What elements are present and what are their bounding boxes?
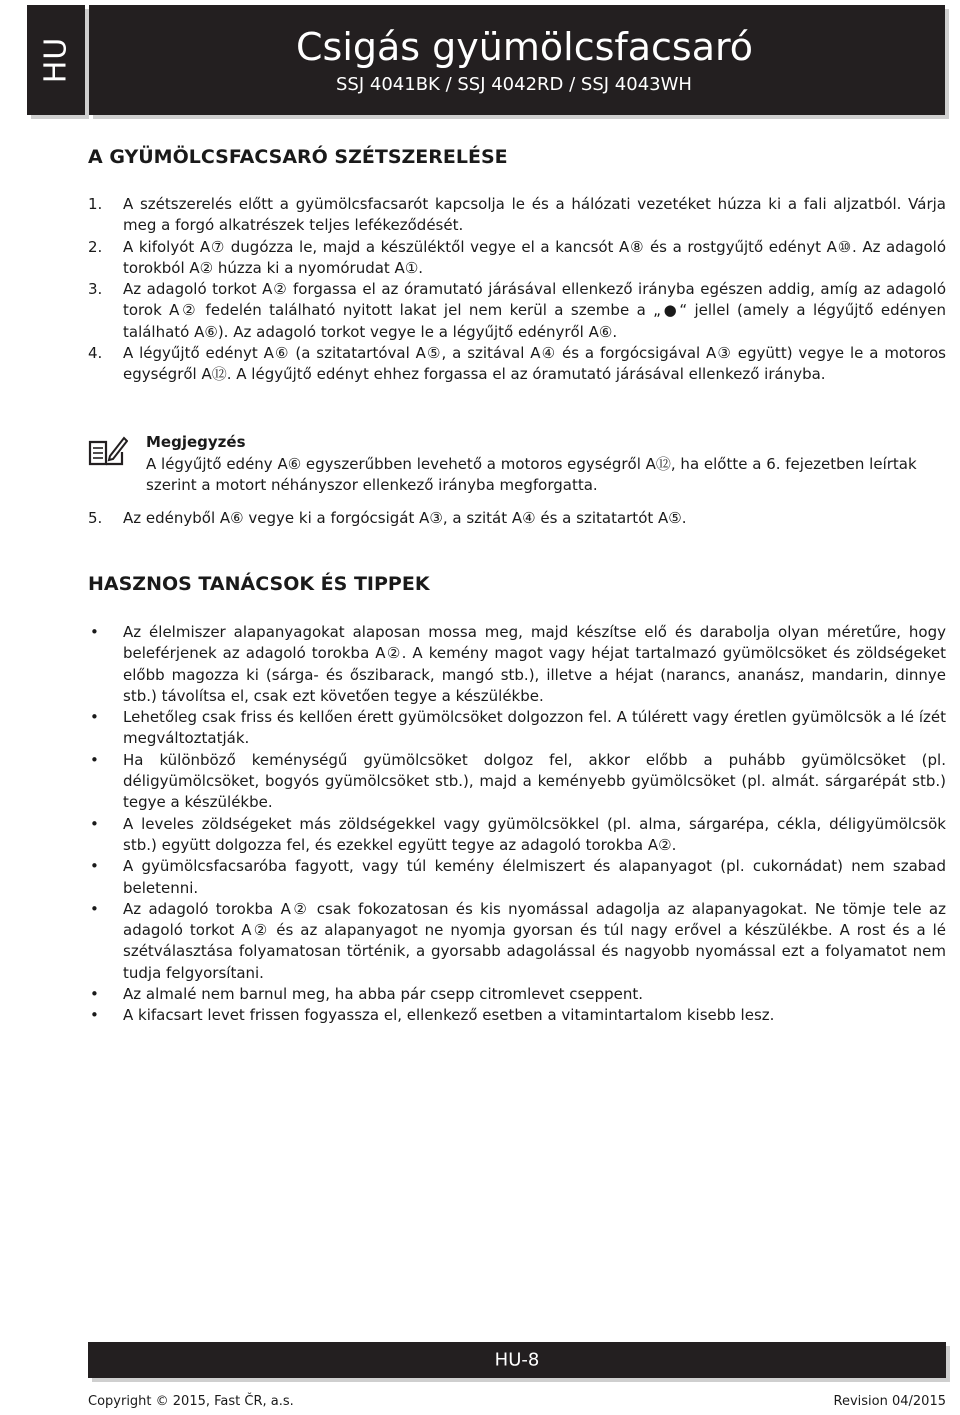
tip-text: Az adagoló torokba A② csak fokozatosan és kis nyomással adagolja az alapanyagokat. Ne tömje tele az adagoló torkot A② és az alapanyagot ne nyomja gyorsan és túl nagy erővel a készülékbe. A rost és a lé szétválasztása folyamatosan történik, a gyorsabb adagolással és nagyobb nyomással ezt a folyamatot nem tudja felgyorsítani. xyxy=(123,899,946,982)
step-text: A kifolyót A⑦ dugózza le, majd a készüléktől vegye el a kancsót A⑧ és a rostgyűjtő edényt A⑩. Az adagoló torokból A② húzza ki a nyomórudat A①. xyxy=(123,237,946,277)
list-item xyxy=(88,899,946,984)
book-pencil-icon xyxy=(88,434,128,468)
document-title: Csigás gyümölcsfacsaró xyxy=(296,25,754,69)
step-item xyxy=(88,279,946,343)
tip-text: A leveles zöldségeket más zöldségekkel vagy gyümölcsökkel (pl. alma, sárgarépa, cékla, déligyümölcsök stb.) együtt dolgozza fel, és ezekkel együtt tegye az adagoló torokba A②. xyxy=(123,814,946,854)
page-number: HU-8 xyxy=(494,1349,540,1371)
list-item xyxy=(88,984,946,1005)
step-item xyxy=(88,237,946,280)
bullet: • xyxy=(90,750,99,769)
title-bar xyxy=(89,5,945,115)
step-item xyxy=(88,194,946,237)
step-text: Az edényből A⑥ vegye ki a forgócsigát A③, a szitát A④ és a szitatartót A⑤. xyxy=(123,509,687,527)
copyright-text: Copyright © 2015, Fast ČR, a.s. xyxy=(88,1394,294,1409)
model-numbers: SSJ 4041BK / SSJ 4042RD / SSJ 4043WH xyxy=(336,74,692,95)
step-item xyxy=(88,343,946,386)
step-text: Az adagoló torkot A② forgassa el az óramutató járásával ellenkező irányba egészen addig, amíg az adagoló torok A② fedelén található nyitott lakat jel nem kerül a szembe a „●“ jellel (amely a légyűjtő edényen található A⑥). Az adagoló torkot vegye le a légyűjtő edényről A⑥. xyxy=(123,280,946,341)
note-box xyxy=(88,432,946,500)
tips-list xyxy=(88,622,946,1027)
step-number: 4. xyxy=(88,344,103,363)
list-item xyxy=(88,814,946,857)
bullet: • xyxy=(90,1006,99,1025)
tip-text: Ha különböző keménységű gyümölcsöket dolgoz fel, akkor előbb a puhább gyümölcsöket (pl. déligyümölcsöket, bogyós gyümölcsöket stb.), majd a keményebb gyümölcsöket (pl. almát. sárgarépát stb.) tegye a készülékbe. xyxy=(123,750,946,812)
page-number-bar xyxy=(88,1342,946,1378)
list-item xyxy=(88,622,946,707)
bullet: • xyxy=(90,814,99,833)
language-code: HU xyxy=(38,36,74,84)
tip-text: A kifacsart levet frissen fogyassza el, ellenkező esetben a vitamintartalom kisebb lesz. xyxy=(123,1006,775,1025)
bullet: • xyxy=(90,708,99,727)
bullet: • xyxy=(90,623,99,641)
tip-text: Az élelmiszer alapanyagokat alaposan mossa meg, majd készítse elő és darabolja olyan méretűre, hogy beleférjenek az adagoló torokba A②. A kemény magot vagy héjat tartalmazó gyümölcsöket és zöldségeket előbb magozza ki (sárga- és őszibarack, mangó stb.), illetve a héjat (narancs, ananász, mandarin, dinnye stb.) távolítsa el, csak ezt követően tegye a készülékbe. xyxy=(123,623,946,705)
step-number: 5. xyxy=(88,509,103,527)
step-number: 3. xyxy=(88,280,103,299)
step-text: A légyűjtő edényt A⑥ (a szitatartóval A⑤, a szitával A④ és a forgócsigával A③ együtt) vegye le a motoros egységről A⑫. A légyűjtő edényt ehhez forgassa el az óramutató járásával ellenkező irányba. xyxy=(123,344,946,384)
note-title: Megjegyzés xyxy=(146,433,246,451)
tip-text: Az almalé nem barnul meg, ha abba pár csepp citromlevet cseppent. xyxy=(123,985,644,1004)
list-item xyxy=(88,750,946,814)
language-tab xyxy=(27,5,85,115)
step-item xyxy=(88,508,946,529)
disassembly-step-5 xyxy=(88,508,946,529)
note-text: A légyűjtő edény A⑥ egyszerűbben levehető a motoros egységről A⑫, ha előtte a 6. fejezetben leírtak szerint a motort néhányszor ellenkező irányba megforgatta. xyxy=(146,455,917,495)
bullet: • xyxy=(90,857,99,876)
list-item xyxy=(88,1005,946,1026)
step-number: 1. xyxy=(88,195,103,213)
revision-text: Revision 04/2015 xyxy=(833,1394,946,1409)
section-heading-disassembly: A GYÜMÖLCSFACSARÓ SZÉTSZERELÉSE xyxy=(88,146,508,168)
disassembly-steps xyxy=(88,194,946,386)
step-text: A szétszerelés előtt a gyümölcsfacsarót kapcsolja le és a hálózati vezetéket húzza ki a fali aljzatból. Várja meg a forgó alkatrészek teljes lefékeződését. xyxy=(123,195,946,235)
list-item xyxy=(88,707,946,750)
list-item xyxy=(88,856,946,899)
bullet: • xyxy=(90,985,99,1004)
tip-text: A gyümölcsfacsaróba fagyott, vagy túl kemény élelmiszert és alapanyagot (pl. cukornádat) nem szabad beletenni. xyxy=(123,857,946,897)
tip-text: Lehetőleg csak friss és kellően érett gyümölcsöket dolgozzon fel. A túlérett vagy éretlen gyümölcsök a lé ízét megváltoztatják. xyxy=(123,708,946,748)
bullet: • xyxy=(90,899,99,918)
section-heading-tips: HASZNOS TANÁCSOK ÉS TIPPEK xyxy=(88,573,430,595)
step-number: 2. xyxy=(88,237,103,256)
